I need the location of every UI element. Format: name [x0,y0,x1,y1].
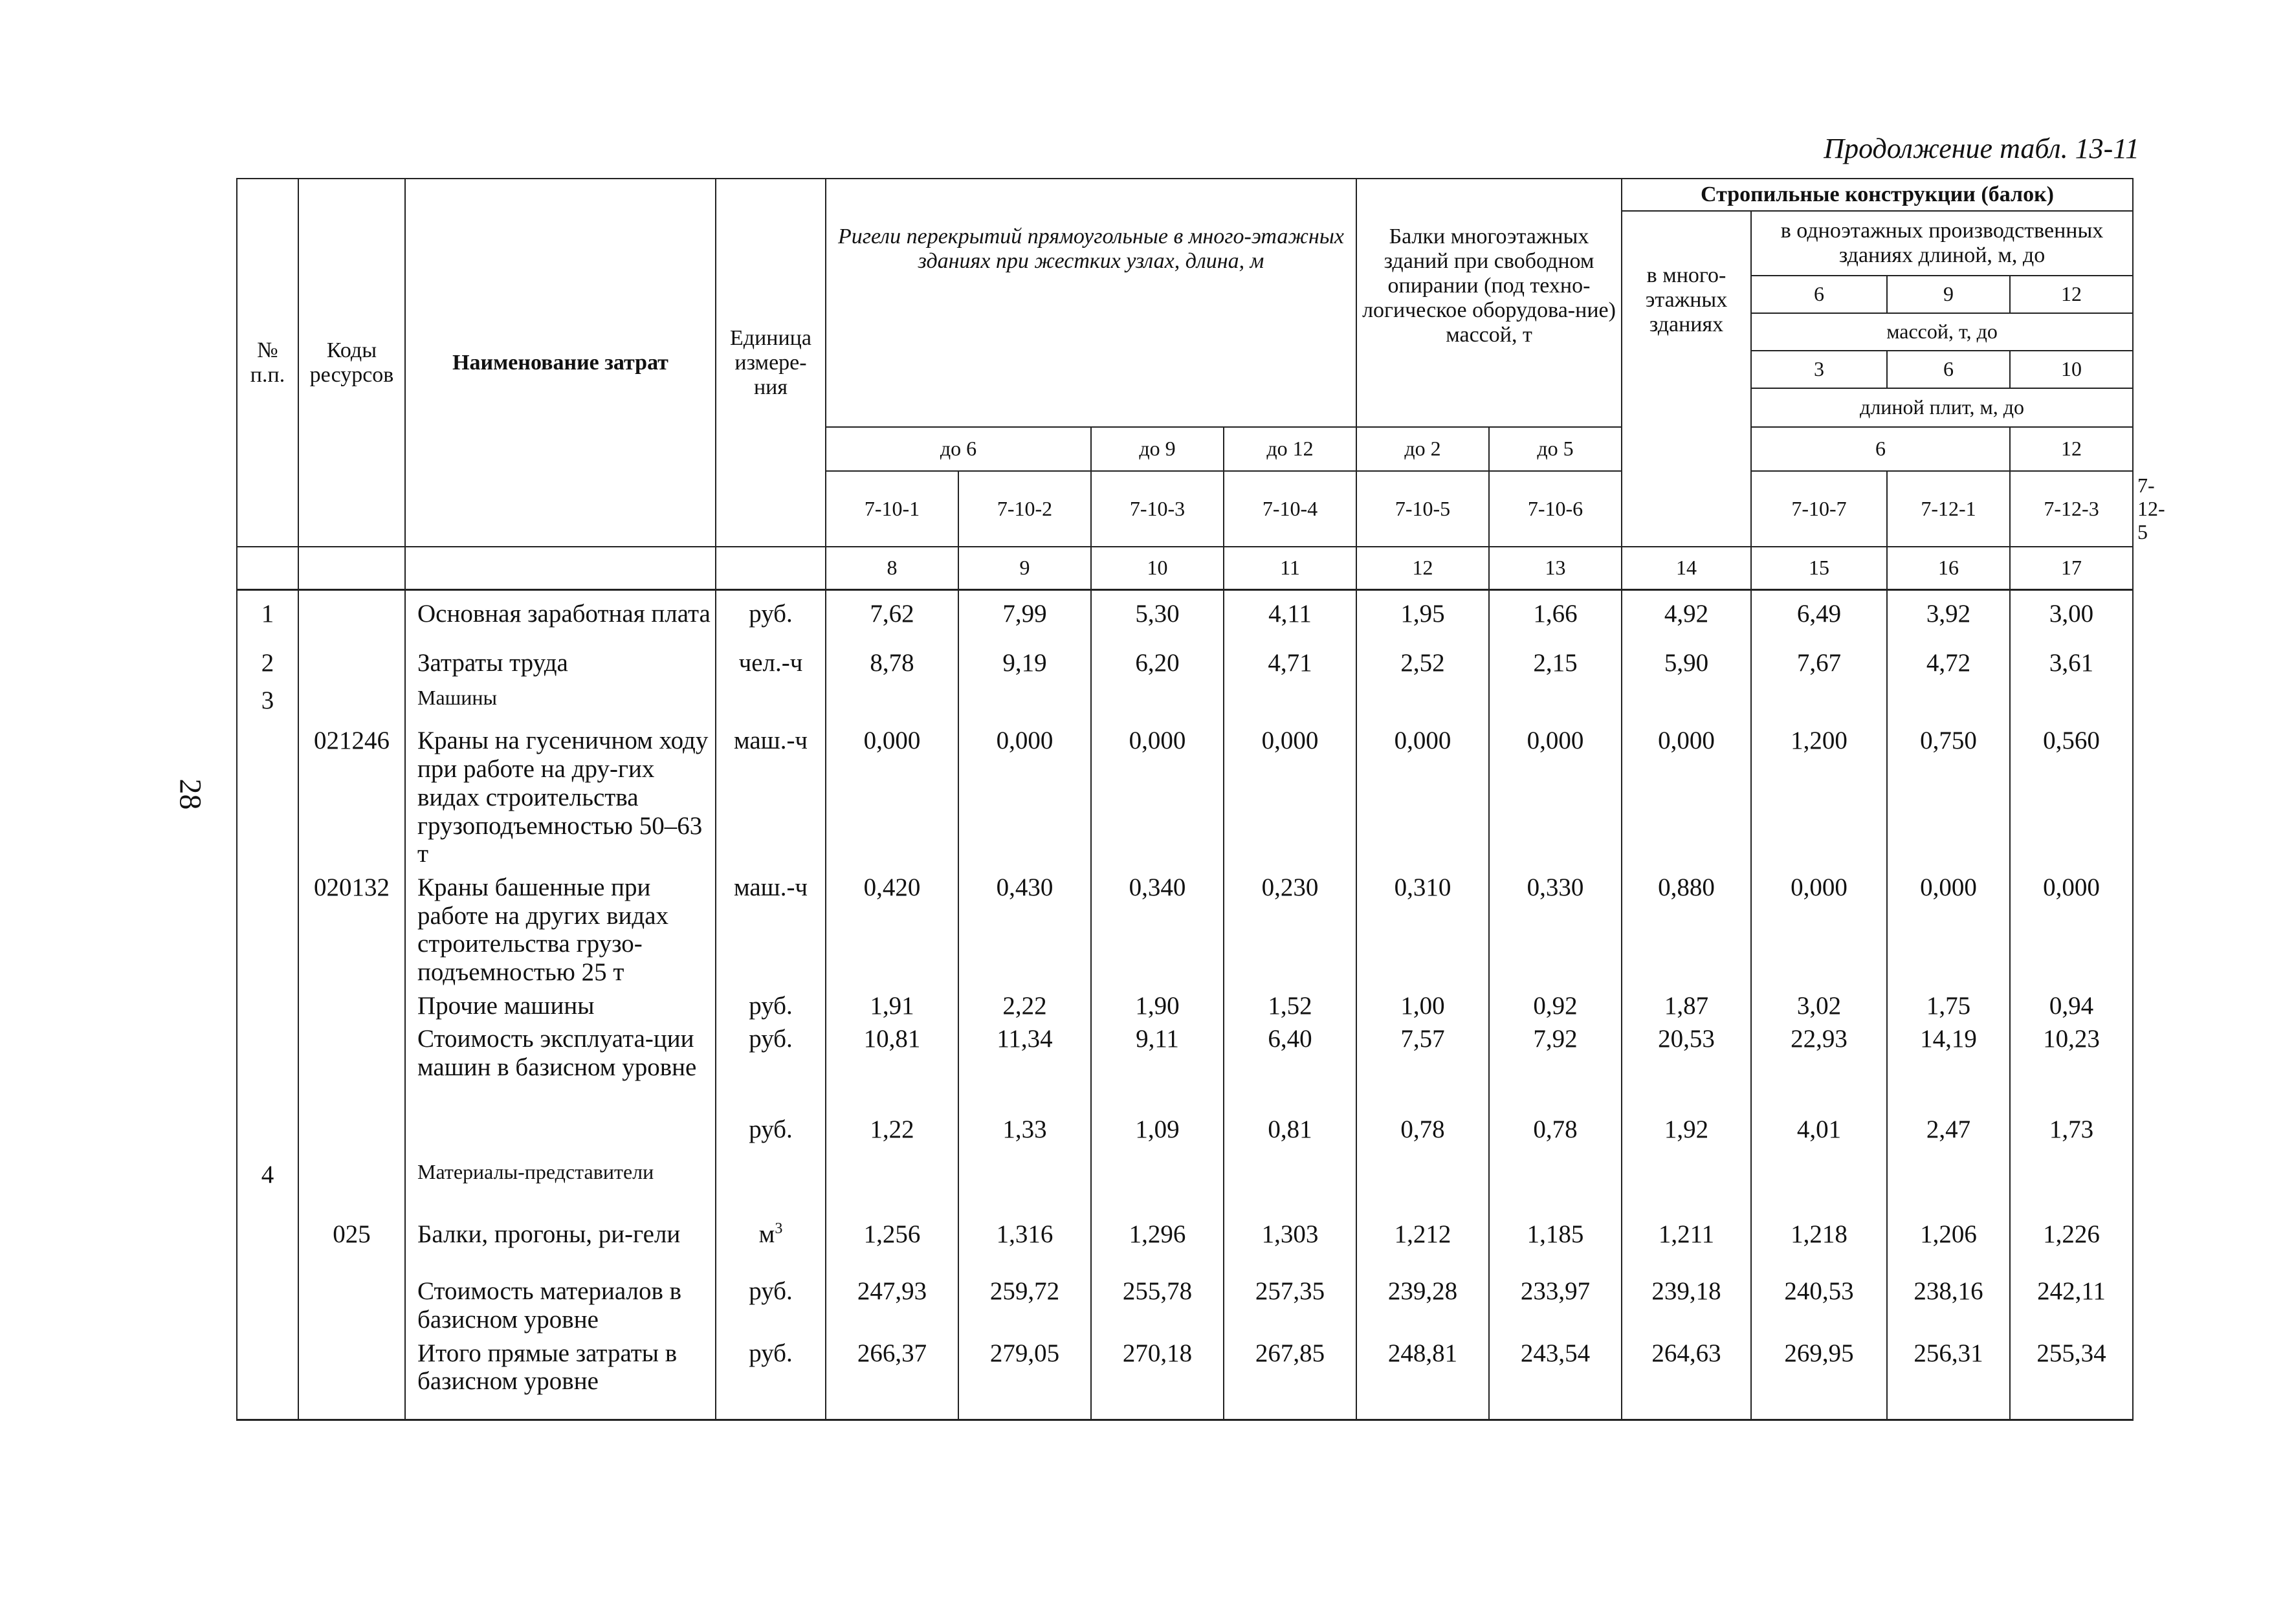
header-plate-length: 6 [1751,427,2010,471]
value-cell [826,1158,958,1218]
row-number [237,989,298,1023]
header-colnum: 17 [2010,547,2133,589]
resource-code: 021246 [298,724,405,870]
value-cell: 1,33 [958,1113,1091,1158]
value-cell: 5,30 [1091,589,1224,646]
value-cell: 0,310 [1356,871,1489,989]
value-cell [1091,684,1224,724]
unit-text: маш.-ч [733,727,808,755]
value-cell: 0,000 [1091,724,1224,870]
value-cell: 9,19 [958,646,1091,684]
header-rafters-multistorey: в много-этажных зданиях [1622,211,1751,547]
unit-text: руб. [749,1115,793,1144]
unit [716,1337,826,1420]
value-cell: 1,52 [1224,989,1356,1023]
value-cell: 239,28 [1356,1275,1489,1336]
header-length: 6 [1751,276,1887,313]
value-cell: 279,05 [958,1337,1091,1420]
value-cell: 0,330 [1489,871,1622,989]
value-cell [1751,1158,1887,1218]
cost-name: Основная заработная плата [405,589,716,646]
header-group-girders: Ригели перекрытий прямоугольные в много-этажных зданиях при жестких узлах, длина, м [826,179,1356,427]
value-cell: 1,206 [1887,1218,2010,1275]
cost-name: Материалы-представители [405,1158,716,1218]
table-row [237,589,2133,646]
unit [716,1022,826,1113]
table-row [237,871,2133,989]
header-code-cell: 7-12-3 [2010,471,2133,547]
cost-name: Балки, прогоны, ри-гели [405,1218,716,1275]
resource-code [298,1337,405,1420]
row-number: 4 [237,1158,298,1218]
header-plate-length: 12 [2010,427,2133,471]
row-number [237,871,298,989]
value-cell: 6,40 [1224,1022,1356,1113]
value-cell: 247,93 [826,1275,958,1336]
header-length: 9 [1887,276,2010,313]
cost-name: Краны на гусеничном ходу при работе на дру-гих видах строительства грузоподъемностью 50–63 т [405,724,716,870]
header-colnum: 13 [1489,547,1622,589]
value-cell: 255,34 [2010,1337,2133,1420]
header-colnum: 14 [1622,547,1751,589]
unit-text: руб. [749,1277,793,1306]
unit [716,1158,826,1218]
unit-superscript: 3 [775,1220,783,1238]
value-cell: 4,11 [1224,589,1356,646]
value-cell: 1,316 [958,1218,1091,1275]
header-range: до 5 [1489,427,1622,471]
value-cell: 257,35 [1224,1275,1356,1336]
header-code-cell: 7-10-4 [1224,471,1356,547]
row-number: 1 [237,589,298,646]
value-cell: 0,000 [958,724,1091,870]
value-cell: 0,81 [1224,1113,1356,1158]
table-body [237,589,2133,1420]
resource-code: 020132 [298,871,405,989]
value-cell: 4,71 [1224,646,1356,684]
cost-name [405,1113,716,1158]
value-cell [1622,1158,1751,1218]
value-cell: 0,000 [1751,871,1887,989]
value-cell: 0,000 [1356,724,1489,870]
value-cell: 239,18 [1622,1275,1751,1336]
resource-code [298,1113,405,1158]
value-cell: 1,200 [1751,724,1887,870]
header-unit: Единица измере-ния [716,179,826,547]
table-row [237,1022,2133,1113]
unit [716,589,826,646]
header-colnum: 12 [1356,547,1489,589]
value-cell: 259,72 [958,1275,1091,1336]
value-cell: 20,53 [1622,1022,1751,1113]
value-cell: 1,226 [2010,1218,2133,1275]
value-cell: 0,78 [1489,1113,1622,1158]
value-cell: 3,02 [1751,989,1887,1023]
header-colnum: 8 [826,547,958,589]
unit [716,1275,826,1336]
value-cell: 1,296 [1091,1218,1224,1275]
header-code-cell: 7-10-2 [958,471,1091,547]
value-cell: 10,81 [826,1022,958,1113]
header-mass-label: массой, т, до [1751,313,2133,351]
value-cell: 7,99 [958,589,1091,646]
value-cell: 1,09 [1091,1113,1224,1158]
value-cell: 2,22 [958,989,1091,1023]
resource-code [298,989,405,1023]
value-cell: 240,53 [1751,1275,1887,1336]
header-mass: 6 [1887,351,2010,388]
value-cell: 22,93 [1751,1022,1887,1113]
value-cell: 11,34 [958,1022,1091,1113]
unit [716,684,826,724]
value-cell: 3,00 [2010,589,2133,646]
table-row [237,1113,2133,1158]
value-cell [1356,1158,1489,1218]
value-cell [2010,684,2133,724]
table-caption: Продолжение табл. 13-11 [1824,133,2139,164]
value-cell: 0,340 [1091,871,1224,989]
unit-text: руб. [749,991,793,1020]
resource-code [298,1158,405,1218]
value-cell: 1,218 [1751,1218,1887,1275]
table-row [237,724,2133,870]
header-colnum: 9 [958,547,1091,589]
value-cell: 256,31 [1887,1337,2010,1420]
row-number [237,724,298,870]
value-cell: 233,97 [1489,1275,1622,1336]
value-cell: 0,430 [958,871,1091,989]
row-number [237,1218,298,1275]
unit-text: м [758,1220,775,1249]
value-cell: 267,85 [1224,1337,1356,1420]
header-mass: 3 [1751,351,1887,388]
cost-name: Краны башенные при работе на других видах строительства грузо-подъемностью 25 т [405,871,716,989]
unit [716,1113,826,1158]
value-cell: 242,11 [2010,1275,2133,1336]
header-range: до 12 [1224,427,1356,471]
unit [716,871,826,989]
resource-code [298,684,405,724]
value-cell: 0,230 [1224,871,1356,989]
value-cell [1091,1158,1224,1218]
value-cell: 8,78 [826,646,958,684]
row-number [237,1113,298,1158]
table-row [237,1158,2133,1218]
resource-table: № п.п. Коды ресурсов Наименование затрат Единица измере-ния Ригели перекрытий прямоугольные в много-этажных зданиях при жестких узлах, длина, м Балки многоэтажных зданий при свободном опирании (под техно-логическое оборудова-ние) массой, т Стропильные конструкции (балок) в много-этажных зданиях в одноэтажных производственных зданиях длиной, м, до 6 9 12 массой, т, до 3 6 10 длиной плит, м, до до 6 до 9 до 12 до 2 до 5 6 12 7-10-1 7-10-2 7-10-3 7-10-4 7-10-5 7-10-6 7-10-7 7-12-1 7-12-3 7-12-5 8 9 10 11 12 13 14 15 16 17 1 Основная заработная плата руб. 7,62 7,99 5,30 4,11 1,95 1,66 4,92 6,49 3,92 3,00 2 Затраты труда чел.-ч 8,78 9,19 6,20 4,71 2,52 2,15 5,90 7,67 4,72 3,61 3 Машины 021246 Краны на гусеничном ходу при работе на дру-гих видах строительства грузоподъемностью 50–63 т маш.-ч 0,000 0,000 0,000 0,000 0,000 0,000 0,000 1,200 0,750 0,560 020132 Краны башенные при работе на других видах строительства грузо-подъемностью 25 т маш.-ч 0,420 0,430 0,340 0,230 0,310 0,330 0,880 0,000 0,000 0,000 Прочие машины руб. 1,91 2,22 1,90 1,52 1,00 0,92 1,87 3,02 1,75 0,94 Стоимость эксплуата-ции машин в базисном уровне руб. 10,81 11,34 9,11 6,40 7,57 7,92 20,53 22,93 14,19 10,23 руб. 1,22 1,33 1,09 0,81 0,78 0,78 1,92 4,01 2,47 1,73 4 Материалы-представители 025 Балки, прогоны, ри-гели $м^3$ 1,256 1,316 1,296 1,303 1,212 1,185 1,211 1,218 1,206 1,226 Стоимость материалов в базисном уровне руб. 247,93 259,72 255,78 257,35 239,28 233,97 239,18 240,53 238,16 242,11 Итого прямые затраты в базисном уровне руб. 266,37 279,05 270,18 267,85 248,81 243,54 264,63 269,95 256,31 255,34 [236,178,2134,1421]
value-cell: 7,62 [826,589,958,646]
row-number [237,1275,298,1336]
value-cell: 0,78 [1356,1113,1489,1158]
value-cell [1887,1158,2010,1218]
value-cell: 1,75 [1887,989,2010,1023]
value-cell: 2,47 [1887,1113,2010,1158]
header-mass: 10 [2010,351,2133,388]
value-cell: 2,52 [1356,646,1489,684]
resource-code [298,646,405,684]
header-code: Коды ресурсов [298,179,405,547]
value-cell: 0,000 [2010,871,2133,989]
value-cell: 266,37 [826,1337,958,1420]
value-cell: 4,72 [1887,646,2010,684]
table-row [237,684,2133,724]
value-cell: 1,185 [1489,1218,1622,1275]
row-number [237,1337,298,1420]
value-cell: 0,000 [1224,724,1356,870]
table-row [237,646,2133,684]
value-cell: 269,95 [1751,1337,1887,1420]
row-number: 3 [237,684,298,724]
value-cell: 1,00 [1356,989,1489,1023]
value-cell [826,684,958,724]
value-cell: 0,560 [2010,724,2133,870]
cost-name: Итого прямые затраты в базисном уровне [405,1337,716,1420]
header-code-cell: 7-10-3 [1091,471,1224,547]
header-colnum: 16 [1887,547,2010,589]
cost-name: Затраты труда [405,646,716,684]
header-group-rafters: Стропильные конструкции (балок) [1622,179,2133,211]
header-colnum: 10 [1091,547,1224,589]
value-cell: 0,94 [2010,989,2133,1023]
unit [716,989,826,1023]
value-cell: 270,18 [1091,1337,1224,1420]
value-cell [1224,684,1356,724]
header-code-cell: 7-10-5 [1356,471,1489,547]
table-row [237,1218,2133,1275]
unit [716,646,826,684]
value-cell: 1,95 [1356,589,1489,646]
value-cell: 9,11 [1091,1022,1224,1113]
value-cell [1356,684,1489,724]
resource-code [298,589,405,646]
row-number [237,1022,298,1113]
value-cell: 1,66 [1489,589,1622,646]
header-name: Наименование затрат [405,179,716,547]
value-cell: 1,211 [1622,1218,1751,1275]
value-cell: 5,90 [1622,646,1751,684]
header-group-beams: Балки многоэтажных зданий при свободном опирании (под техно-логическое оборудова-ние) массой, т [1356,179,1622,427]
value-cell: 1,212 [1356,1218,1489,1275]
value-cell: 255,78 [1091,1275,1224,1336]
value-cell: 1,22 [826,1113,958,1158]
header-range: до 2 [1356,427,1489,471]
page-number: 28 [173,778,208,810]
value-cell: 3,61 [2010,646,2133,684]
value-cell: 4,01 [1751,1113,1887,1158]
value-cell: 0,000 [826,724,958,870]
table-row [237,1337,2133,1420]
value-cell: 6,49 [1751,589,1887,646]
value-cell [1489,1158,1622,1218]
header-range: до 9 [1091,427,1224,471]
value-cell: 1,90 [1091,989,1224,1023]
value-cell: 0,420 [826,871,958,989]
value-cell [1751,684,1887,724]
table-row [237,989,2133,1023]
header-code-cell: 7-10-1 [826,471,958,547]
value-cell: 7,67 [1751,646,1887,684]
value-cell [1887,684,2010,724]
value-cell: 2,15 [1489,646,1622,684]
cost-name: Стоимость эксплуата-ции машин в базисном уровне [405,1022,716,1113]
unit-text: руб. [749,599,793,628]
row-number: 2 [237,646,298,684]
value-cell: 0,000 [1887,871,2010,989]
cost-name: Стоимость материалов в базисном уровне [405,1275,716,1336]
value-cell: 1,92 [1622,1113,1751,1158]
value-cell: 0,750 [1887,724,2010,870]
value-cell: 1,73 [2010,1113,2133,1158]
value-cell [958,684,1091,724]
table-row [237,1275,2133,1336]
value-cell: 1,87 [1622,989,1751,1023]
header-rafters-singlestorey: в одноэтажных производственных зданиях длиной, м, до [1751,211,2133,276]
value-cell: 243,54 [1489,1337,1622,1420]
unit [716,1218,826,1275]
value-cell: 4,92 [1622,589,1751,646]
value-cell: 0,92 [1489,989,1622,1023]
value-cell: 238,16 [1887,1275,2010,1336]
value-cell: 3,92 [1887,589,2010,646]
header-code-cell: 7-12-1 [1887,471,2010,547]
value-cell [2010,1158,2133,1218]
header-code-cell: 7-10-6 [1489,471,1622,547]
value-cell: 0,880 [1622,871,1751,989]
unit-text: чел.-ч [738,649,803,677]
value-cell: 1,256 [826,1218,958,1275]
header-length: 12 [2010,276,2133,313]
header-plate-length-label: длиной плит, м, до [1751,388,2133,427]
header-no: № п.п. [237,179,298,547]
header-colnum: 11 [1224,547,1356,589]
header-code-cell: 7-10-7 [1751,471,1887,547]
resource-code [298,1275,405,1336]
value-cell [1622,684,1751,724]
cost-name: Машины [405,684,716,724]
value-cell: 7,57 [1356,1022,1489,1113]
value-cell: 264,63 [1622,1337,1751,1420]
value-cell [1489,684,1622,724]
value-cell [1224,1158,1356,1218]
value-cell: 10,23 [2010,1022,2133,1113]
header-range: до 6 [826,427,1091,471]
unit [716,724,826,870]
unit-text: руб. [749,1025,793,1053]
value-cell: 1,91 [826,989,958,1023]
value-cell: 7,92 [1489,1022,1622,1113]
value-cell: 0,000 [1489,724,1622,870]
cost-name: Прочие машины [405,989,716,1023]
header-colnum: 15 [1751,547,1887,589]
value-cell [958,1158,1091,1218]
unit-text: руб. [749,1339,793,1367]
resource-code [298,1022,405,1113]
value-cell: 14,19 [1887,1022,2010,1113]
unit-text: маш.-ч [733,873,808,901]
value-cell: 0,000 [1622,724,1751,870]
value-cell: 248,81 [1356,1337,1489,1420]
value-cell: 1,303 [1224,1218,1356,1275]
resource-code: 025 [298,1218,405,1275]
value-cell: 6,20 [1091,646,1224,684]
